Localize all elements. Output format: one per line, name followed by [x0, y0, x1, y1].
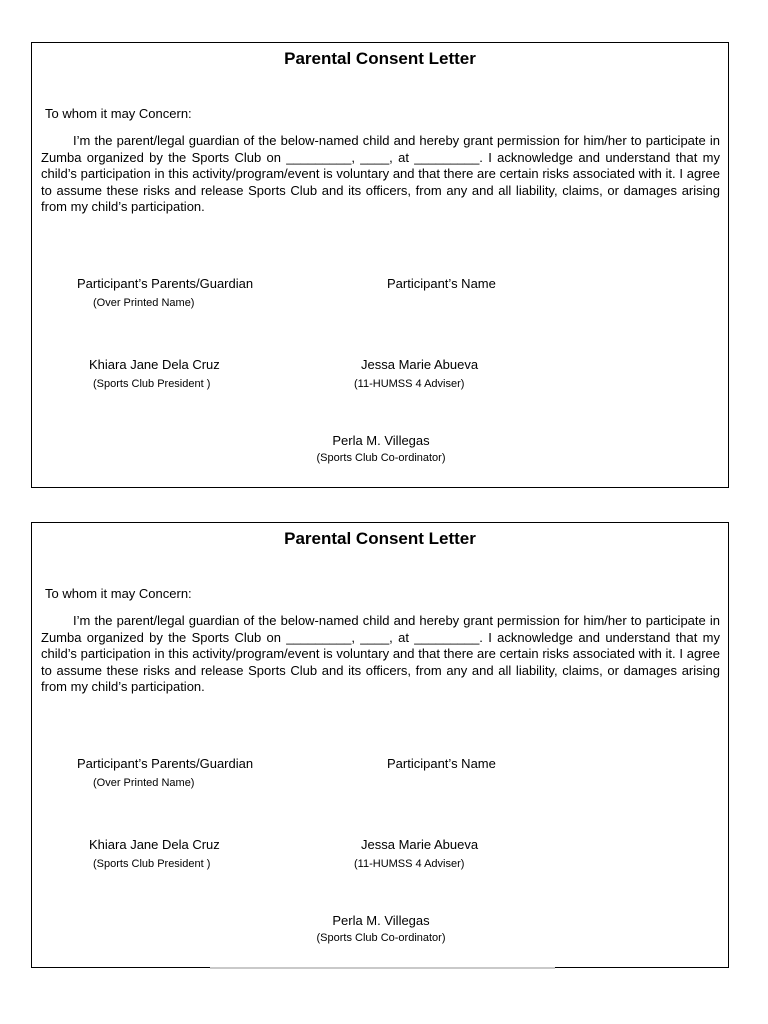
guardian-signature-sublabel: (Over Printed Name) — [93, 777, 195, 789]
participant-name-label: Participant’s Name — [387, 276, 496, 291]
letter-title: Parental Consent Letter — [284, 529, 476, 548]
coordinator-role: (Sports Club Co-ordinator) — [316, 452, 446, 464]
letter-title: Parental Consent Letter — [284, 49, 476, 68]
consent-letter-bottom — [31, 522, 729, 968]
coordinator-name: Perla M. Villegas — [332, 433, 430, 448]
letter-body: I’m the parent/legal guardian of the below-named child and hereby grant permission for him/her to participate in Zumba organized by the Sports Club on _________, ____, at _________. I acknowledge and understand that my child’s participation in this activity/program/event is voluntary and that there are certain risks associated with it. I agree to assume these risks and release Sports Club and its officers, from any and all liability, claims, or damages arising from my child’s participation. — [41, 133, 720, 215]
president-name: Khiara Jane Dela Cruz — [89, 837, 220, 852]
president-role: (Sports Club President ) — [93, 378, 211, 390]
adviser-role: (11-HUMSS 4 Adviser) — [354, 378, 465, 390]
scan-artifact-line — [210, 967, 555, 969]
adviser-name: Jessa Marie Abueva — [361, 357, 479, 372]
salutation: To whom it may Concern: — [45, 586, 192, 601]
coordinator-name: Perla M. Villegas — [332, 913, 430, 928]
president-role: (Sports Club President ) — [93, 858, 211, 870]
participant-name-label: Participant’s Name — [387, 756, 496, 771]
guardian-signature-label: Participant’s Parents/Guardian — [77, 756, 254, 771]
letter-body: I’m the parent/legal guardian of the below-named child and hereby grant permission for him/her to participate in Zumba organized by the Sports Club on _________, ____, at _________. I acknowledge and understand that my child’s participation in this activity/program/event is voluntary and that there are certain risks associated with it. I agree to assume these risks and release Sports Club and its officers, from any and all liability, claims, or damages arising from my child’s participation. — [41, 613, 720, 695]
adviser-role: (11-HUMSS 4 Adviser) — [354, 858, 465, 870]
guardian-signature-sublabel: (Over Printed Name) — [93, 297, 195, 309]
president-name: Khiara Jane Dela Cruz — [89, 357, 220, 372]
consent-letter-top — [31, 42, 729, 488]
adviser-name: Jessa Marie Abueva — [361, 837, 479, 852]
coordinator-role: (Sports Club Co-ordinator) — [316, 932, 446, 944]
salutation: To whom it may Concern: — [45, 106, 192, 121]
guardian-signature-label: Participant’s Parents/Guardian — [77, 276, 254, 291]
